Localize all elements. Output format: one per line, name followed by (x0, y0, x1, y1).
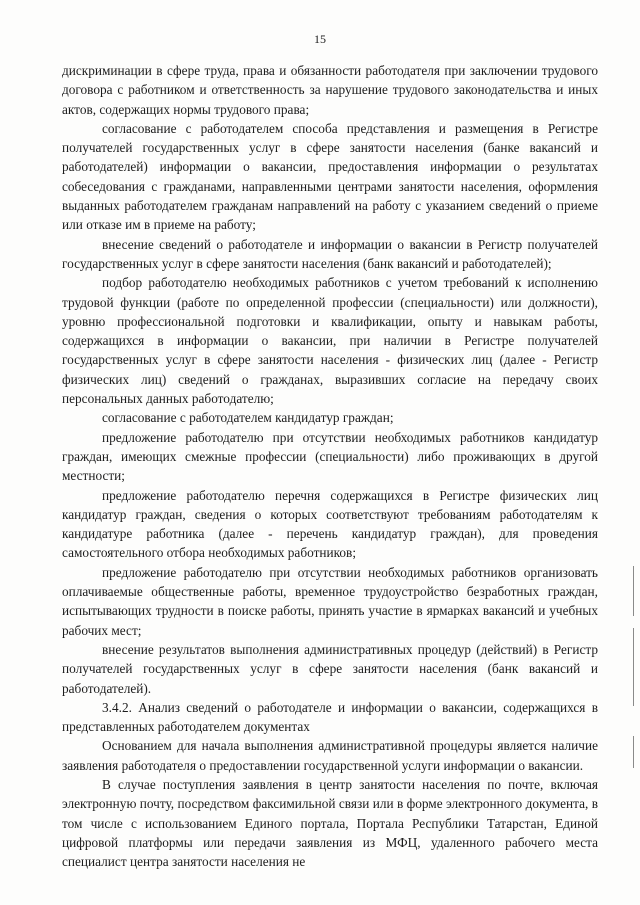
paragraph-1: дискриминации в сфере труда, права и обязанности работодателя при заключении трудового договора с работником и ответственность за нарушение трудового законодательства и иных актов, содержащих нормы трудового права; (62, 63, 598, 117)
paragraph-9: внесение результатов выполнения административных процедур (действий) в Регистр получателей государственных услуг в сфере занятости населения (банк вакансий и работодателей). (62, 641, 598, 696)
paragraph-2: согласование с работодателем способа представления и размещения в Регистре получателей государственных услуг в сфере занятости населения (банке вакансий и работодателей) информации о вакансии, предоставления информации о результатах собеседования с гражданами, направленными центрами занятости населения, оформления выданных работодателем гражданам направлений на работу с указанием сведений о приеме или отказе им в приеме на работу; (62, 120, 598, 233)
scan-margin-mark-1 (633, 566, 634, 616)
paragraph-5: согласование с работодателем кандидатур граждан; (102, 410, 394, 426)
paragraph-4: подбор работодателю необходимых работников с учетом требований к исполнению трудовой функции (работе по определенной профессии (специальности) или должности), уровню профессиональной подготовки и квалификации, опыту и навыкам работы, содержащихся в информации о вакансии, при наличии в Регистре получателей государственных услуг в сфере занятости населения - физических лиц (далее - Регистр физических лиц) сведений о гражданах, выразивших согласие на передачу своих персональных данных работодателю; (62, 275, 598, 407)
paragraph-7: предложение работодателю перечня содержащихся в Регистре физических лиц кандидатур граждан, сведения о которых соответствуют требованиям работодателям к кандидатуре работника (далее - перечень кандидатур граждан), для проведения самостоятельного отбора необходимых работников; (62, 487, 598, 561)
paragraph-3: внесение сведений о работодателе и информации о вакансии в Регистр получателей государственных услуг в сфере занятости населения (банк вакансий и работодателей); (62, 236, 598, 271)
paragraph-12: В случае поступления заявления в центр занятости населения по почте, включая электронную почту, посредством факсимильной связи или в форме электронного документа, в том числе с использованием Единого портала, Портала Республики Татарстан, Единой цифровой платформы или передачи заявления из МФЦ, удаленного рабочего места специалист центра занятости населения не (62, 776, 598, 870)
body-text (62, 61, 598, 871)
scan-margin-mark-2 (633, 628, 634, 706)
paragraph-11: Основанием для начала выполнения административной процедуры является наличие заявления работодателя о предоставлении государственной услуги информации о вакансии. (62, 738, 598, 773)
page-number: 15 (314, 32, 326, 46)
paragraph-6: предложение работодателю при отсутствии необходимых работников кандидатур граждан, имеющих смежные профессии (специальности) либо проживающих в другой местности; (62, 429, 598, 484)
paragraph-8: предложение работодателю при отсутствии необходимых работников организовать оплачиваемые общественные работы, временное трудоустройство безработных граждан, испытывающих трудности в поиске работы, принять участие в ярмарках вакансий и учебных рабочих мест; (62, 564, 598, 638)
scan-margin-mark-3 (633, 736, 634, 768)
paragraph-10-section-heading: 3.4.2. Анализ сведений о работодателе и информации о вакансии, содержащихся в представленных работодателем документах (62, 699, 598, 735)
